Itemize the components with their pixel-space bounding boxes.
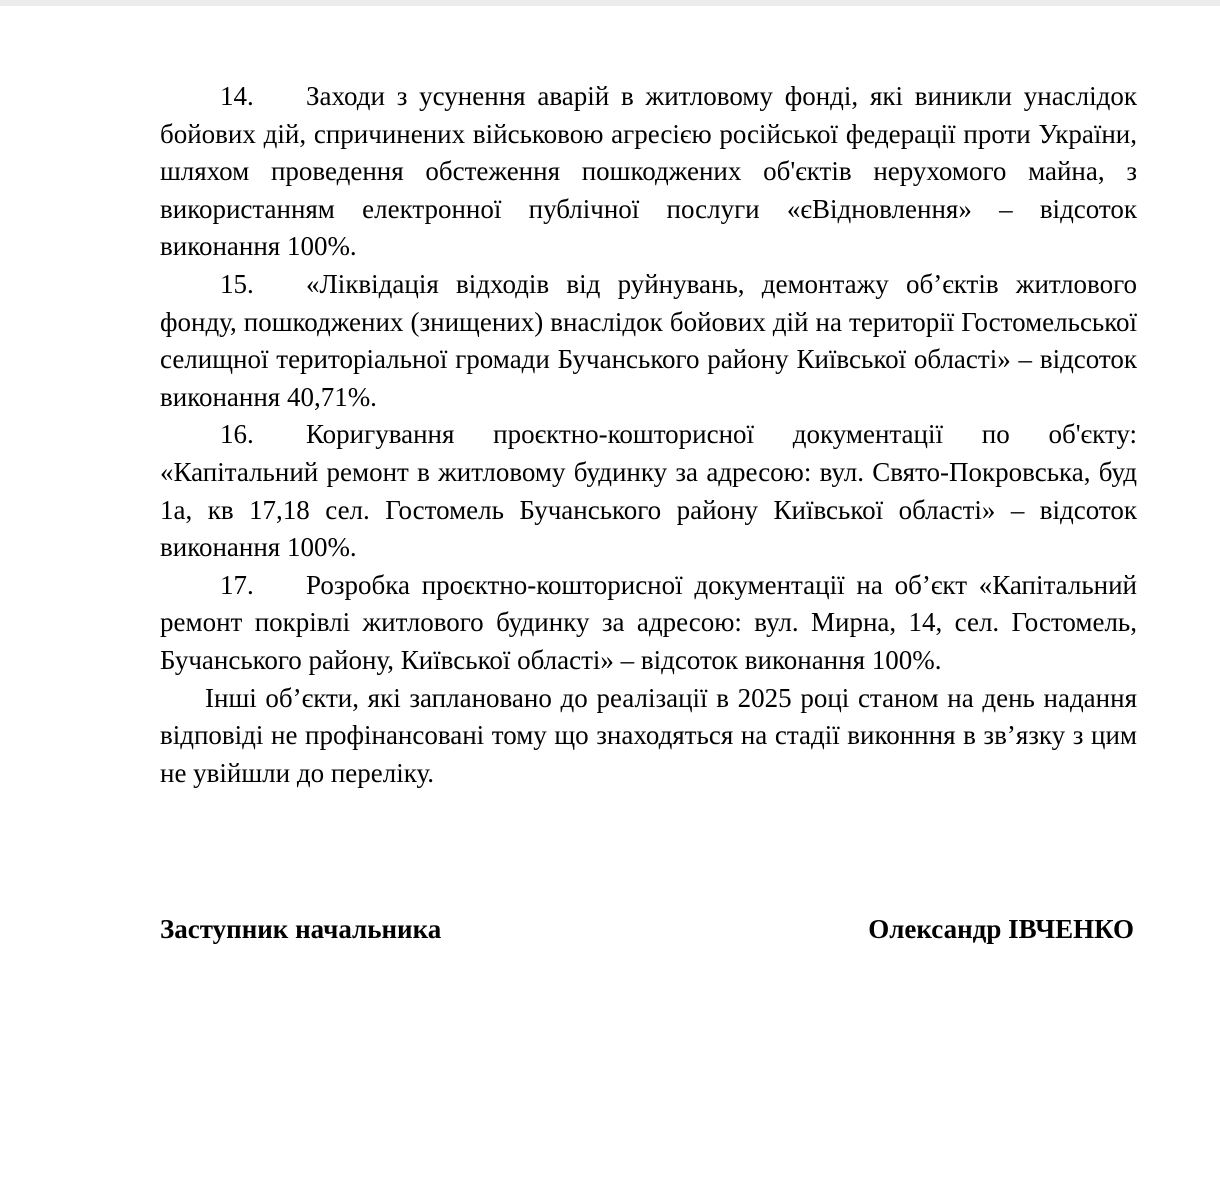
item-number: 15.	[220, 268, 254, 299]
top-edge-strip	[0, 0, 1220, 6]
list-item-16	[160, 416, 1137, 566]
signature-block	[160, 914, 1137, 954]
item-number: 16.	[220, 419, 254, 450]
signatory-name: Олександр ІВЧЕНКО	[868, 914, 1134, 944]
closing-paragraph: Інші об’єкти, які заплановано до реалізації в 2025 році станом на день надання відповіді не профінансовані тому що знаходяться на стадії виконння в зв’язку з цим не увійшли до переліку.	[160, 682, 1137, 788]
list-item-15	[160, 266, 1137, 416]
list-item-17	[160, 567, 1137, 680]
document-body	[160, 78, 1137, 792]
item-number: 17.	[220, 569, 254, 600]
item-text: Коригування проєктно-кошторисної документації по об'єкту: «Капітальний ремонт в житловому будинку за адресою: вул. Свято-Покровська, буд 1а, кв 17,18 сел. Гостомель Бучанського району Київської області» – відсоток виконання 100%.	[160, 419, 1137, 563]
signatory-position: Заступник начальника	[160, 914, 442, 944]
item-text: «Ліквідація відходів від руйнувань, демонтажу об’єктів житлового фонду, пошкоджених (знищених) внаслідок бойових дій на території Гостомельської селищної територіальної громади Бучанського району Київської області» – відсоток виконання 40,71%.	[160, 268, 1137, 412]
item-text: Розробка проєктно-кошторисної документації на об’єкт «Капітальний ремонт покрівлі житлового будинку за адресою: вул. Мирна, 14, сел. Гостомель, Бучанського району, Київської області» – відсоток виконання 100%.	[160, 569, 1137, 675]
item-text: Заходи з усунення аварій в житловому фонді, які виникли унаслідок бойових дій, спричинених військовою агресією російської федерації проти України, шляхом проведення обстеження пошкоджених об'єктів нерухомого майна, з використанням електронної публічної послуги «єВідновлення» – відсоток виконання 100%.	[160, 81, 1137, 262]
item-number: 14.	[220, 81, 254, 111]
list-item-14	[160, 78, 1137, 266]
